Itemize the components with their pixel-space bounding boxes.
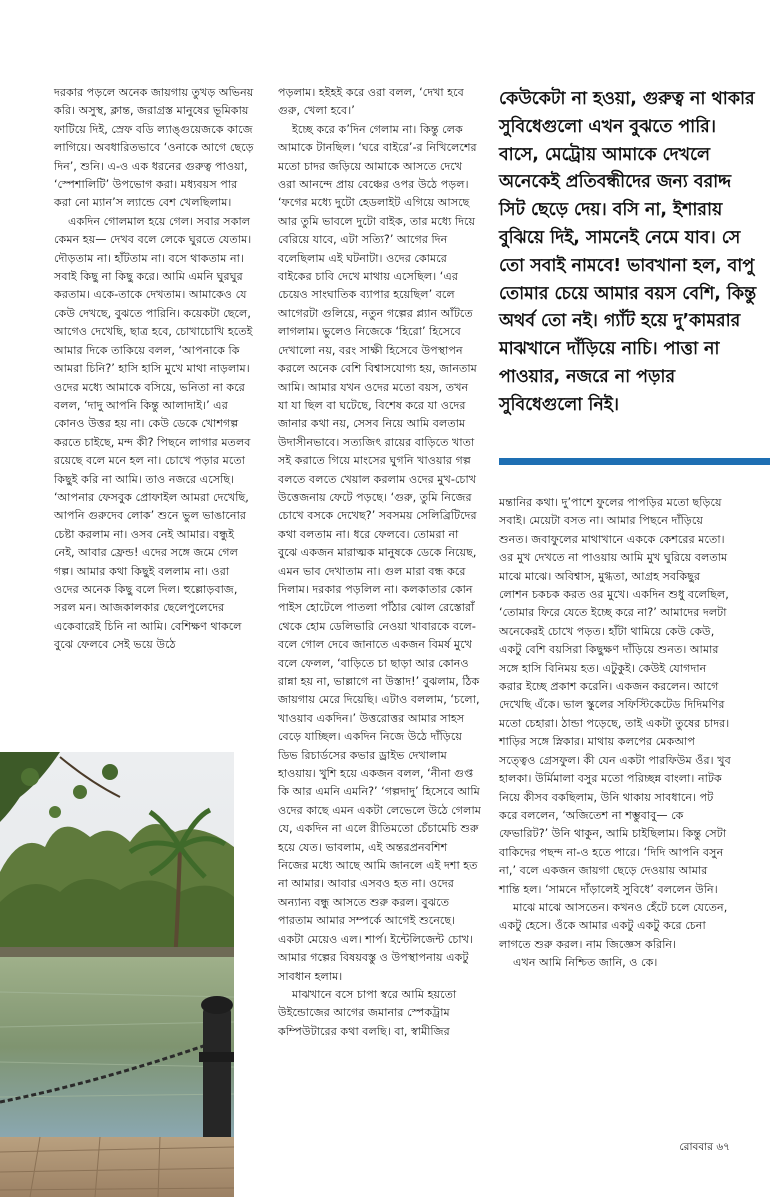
paragraph: একদিন গোলমাল হয়ে গেল। সবার সকাল কেমন হয়— দেখব বলে লেকে ঘুরতে যেতাম। দৌড়তাম না। হাঁটতাম না। বসে থাকতাম না। সবাই কিছু না কিছু করে। আমি এমনি ঘুরঘুর করতাম। একে-তাকে দেখতাম। আমাকেও যে কেউ দেখছে, বুঝতে পারিনি। কয়েকটা ছেলে, আগেও দেখেছি, ছাত্র হবে, চোখাচোখি হতেই আমার দিকে তাকিয়ে বলল, ‘আপনাকে কি আমরা চিনি?’ হাসি হাসি মুখে মাথা নাড়লাম। ওদের মধ্যে আমাকে বসিয়ে, ভনিতা না করে বলল, ‘দাদু আপনি কিন্তু আলাদাই।’ এর কোনও উত্তর হয় না। কেউ ডেকে খোশগল্প করতে চাইছে, মন্দ কী? পিছনে লাগার মতলব রয়েছে বলে মনে হল না। চোখে পড়ার মতো কিছুই করি না আমি। তাও নজরে এসেছি। ‘আপনার ফেসবুক প্রোফাইল আমরা দেখেছি, আপনি গুরুদেব লোক’ শুনে ভুল ভাঙানোর চেষ্টা করলাম না। ওসব নেই আমার। বন্ধুই নেই, আবার ফ্রেন্ড! এদের সঙ্গে জমে গেল গল্প। আমার কথা কিছুই বললাম না। ওরা ওদের অনেক কিছু বলে দিল। হুল্লোড়বাজ, সরল মন। আজকালকার ছেলেপুলেদের একেবারেই চিনি না আমি। বেশিক্ষণ থাকলে বুঝে ফেলবে সেই ভয়ে উঠে <box>54 214 253 652</box>
lake-photo <box>0 752 234 1197</box>
paragraph: দরকার পড়লে অনেক জায়গায় তুখড় অভিনয় করি। অসুস্থ, ক্লান্ত, জরাগ্রস্ত মানুষের ভূমিকায় ফাটিয়ে দিই, স্রেফ বডি ল্যাঙ্গুয়েজকে কাজে লাগিয়ে। অবধারিতভাবে ‘ওনাকে আগে ছেড়ে দিন’, শুনি। এ-ও এক ধরনের গুরুত্ব পাওয়া, ‘স্পেশালিটি’ উপভোগ করা। মধ্যবয়স পার করা নো ম্যান’স ল্যান্ডে বেশ খেলছিলাম। <box>54 86 254 210</box>
paragraph: পড়লাম। হইহই করে ওরা বলল, ‘দেখা হবে গুরু, খেলা হবে।’ <box>278 86 464 118</box>
article-column-right <box>499 494 731 973</box>
paragraph: ইচ্ছে করে ক’দিন গেলাম না। কিন্তু লেক আমাকে টানছিল। ‘ঘরে বাইরে’-র নিখিলেশের মতো চাদর জড়িয়ে আমাকে আসতে দেখে ওরা আনন্দে প্রায় বেঞ্চের ওপর উঠে পড়ল। ‘ফগের মধ্যে দুটো হেডলাইট এগিয়ে আসছে আর তুমি ভাবলে দুটো বাইক, তার মধ্যে দিয়ে বেরিয়ে যাবে, এটা সত্যি?’ আগের দিন বলেছিলাম এই ঘটনাটা। ওদের কোমরে বাইকের চাবি দেখে মাথায় এসেছিল। ‘এর চেয়েও সাংঘাতিক ব্যাপার হয়েছিল’ বলে আগেরটা গুলিয়ে, নতুন গল্পের প্ল্যান আঁটতে লাগলাম। ভুলেও নিজেকে ‘হিরো’ হিসেবে দেখালো নয়, বরং সাক্ষী হিসেবে উপস্থাপন করলে অনেক বেশি বিশ্বাসযোগ্য হয়, জানতাম আমি। আমার যখন ওদের মতো বয়স, তখন যা যা ছিল বা ঘটেছে, বিশেষ করে যা ওদের জানার কথা নয়, সেসব নিয়ে আমি বলতাম উদাসীনভাবে। সত্যজিৎ রায়ের বাড়িতে খাতা সই করাতে গিয়ে মাংসের ঘুগনি খাওয়ার গল্প বলতে বলতে খেয়াল করলাম ওদের মুখ-চোখ উত্তেজনায় ফেটে পড়ছে। ‘গুরু, তুমি নিজের চোখে বসকে দেখেছ?’ সবসময় সেলিব্রিটিদের কথা বলতাম না। ধরে ফেলবে। তোমরা না বুঝে একজন মারাত্মক মানুষকে ডেকে নিয়েছ, এমন ভাব দেখাতাম না। গুল মারা বন্ধ করে দিলাম। দরকার পড়লিল না। কলকাতার কোন পাইস হোটেলে পাতলা পাঁঠার ঝোল রেস্তোরাঁ থেকে হোম ডেলিভারি নেওয়া খাবারকে বলে-বলে গোল দেবে জানাতে একজন বিমর্ষ মুখে বলে ফেলল, ‘বাড়িতে চা ছাড়া আর কোনও রান্না হয় না, ভাল্লাগে না উস্তাদ!’ বুঝলাম, ঠিক জায়গায় মেরে দিয়েছি। এটাও বললাম, ‘চলো, খাওয়াব একদিন।’ উত্তরোত্তর আমার সাহস বেড়ে যাচ্ছিল। একদিন নিজে উঠে দাঁড়িয়ে ডিভ রিচার্ডসের কভার ড্রাইভ দেখালাম হাওয়ায়। খুশি হয়ে একজন বলল, ‘নীনা গুপ্ত কি আর এমনি এমনি?’ ‘গল্পদাদু’ হিসেবে আমি ওদের কাছে এমন একটা লেভেলে উঠে গেলাম যে, একদিন না এলে রীতিমতো চেঁচামেচি শুরু হয়ে যেত। ভাবলাম, এই অন্তরপ্রনবশিশ নিজের মধ্যে আছে আমি জানলে এই দশা হত না আমার। আবার এসবও হত না। ওদের অন্যান্য বন্ধু আসতে শুরু করল। বুঝতে পারতাম আমার সম্পর্কে আগেই শুনেছে। একটা মেয়েও এল। শার্প। ইন্টেলিজেন্ট চোখ। আমার গল্পের বিষয়বস্তু ও উপস্থাপনায় একটু সাবধান হলাম। <box>278 122 481 983</box>
paragraph: মন্তানির কথা। দু’পাশে ফুলের পাপড়ির মতো ছড়িয়ে সবাই। মেয়েটা বসত না। আমার পিছনে দাঁড়িয়ে শুনত। জবাফুলের মাথাখানে এককে কেশরের মতো। ওর মুখ দেখতে না পাওয়ায় আমি মুখ ঘুরিয়ে বলতাম মাঝে মাঝে। অবিশ্বাস, মুগ্ধতা, আগ্রহ সবকিছুর লোশন চকচক করত ওর মুখে। একদিন শুধু বলেছিল, ‘তোমার ফিরে যেতে ইচ্ছে করে না?’ আমাদের দলটা অনেকেরই চোখে পড়ত। হাঁটা থামিয়ে কেউ কেউ, একটু বেশি বয়সিরা কিছুক্ষণ দাঁড়িয়ে শুনত। আমার সঙ্গে হাসি বিনিময় হত। এটুকুই। কেউই যোগদান করার ইচ্ছে প্রকাশ করেনি। একজন করলেন। আগে দেখেছি এঁকে। ভাল স্কুলের সফিস্টিকেটেড দিদিমণির মতো চেহারা। ঠান্ডা পড়েছে, তাই একটা তুষের চাদর। শাড়ির সঙ্গে স্নিকার। মাথায় কলপের মেকআপ সত্ত্বেও গ্রেসফুল। কী যেন একটা পারফিউম ওঁর। খুব হালকা। উর্মিমালা বসুর মতো পরিচ্ছন্ন বাংলা। নাটক নিয়ে কীসব বকছিলাম, উনি থাকায় সাবধানে। পট করে বললেন, ‘অজিতেশ না শম্ভুবাবু— কে ফেভারিট?’ উনি থাকুন, আমি চাইছিলাম। কিন্তু সেটা বাকিদের পছন্দ না-ও হতে পারে। ‘দিদি আপনি বসুন না,’ বলে একজন জায়গা ছেড়ে দেওয়ায় আমার শান্তি হল। ‘সামনে দাঁড়ালেই সুবিধে’ বললেন উনি। <box>499 496 731 896</box>
folio: রোববার ৬৭ <box>679 1141 730 1153</box>
paragraph: মাঝখানে বসে চাপা স্বরে আমি হয়তো উইন্ডোজের আগের জমানার স্পেকট্রাম কম্পিউটারের কথা বলছি। বা, স্বামীজির <box>278 987 457 1038</box>
pull-quote: কেউকেটা না হওয়া, গুরুত্ব না থাকার সুবিধেগুলো এখন বুঝতে পারি। বাসে, মেট্রোয় আমাকে দেখলে অনেকেই প্রতিবন্ধীদের জন্য বরাদ্দ সিট ছেড়ে দেয়। বসি না, ইশারায় বুঝিয়ে দিই, সামনেই নেমে যাব। সে তো সবাই নামবে! ভাবখানা হল, বাপু তোমার চেয়ে আমার বয়স বেশি, কিন্তু অথর্ব তো নই। গ্যাঁট হয়ে দু’কামরার মাঝখানে দাঁড়িয়ে নাচি। পাত্তা না পাওয়ার, নজরে না পড়ার সুবিধেগুলো নিই। <box>499 89 757 415</box>
paragraph: মাঝে মাঝে আসতেন। কখনও হেঁটে চলে যেতেন, একটু হেসে। ওঁকে আমার একটু একটু করে চেনা লাগতে শুরু করল। নাম জিজ্ঞেস করিনি। <box>499 900 728 951</box>
blue-divider-rule <box>499 458 770 465</box>
paragraph: এখন আমি নিশ্চিত জানি, ও কে। <box>513 956 658 970</box>
article-column-middle <box>278 84 481 1041</box>
article-column-left <box>54 84 256 655</box>
